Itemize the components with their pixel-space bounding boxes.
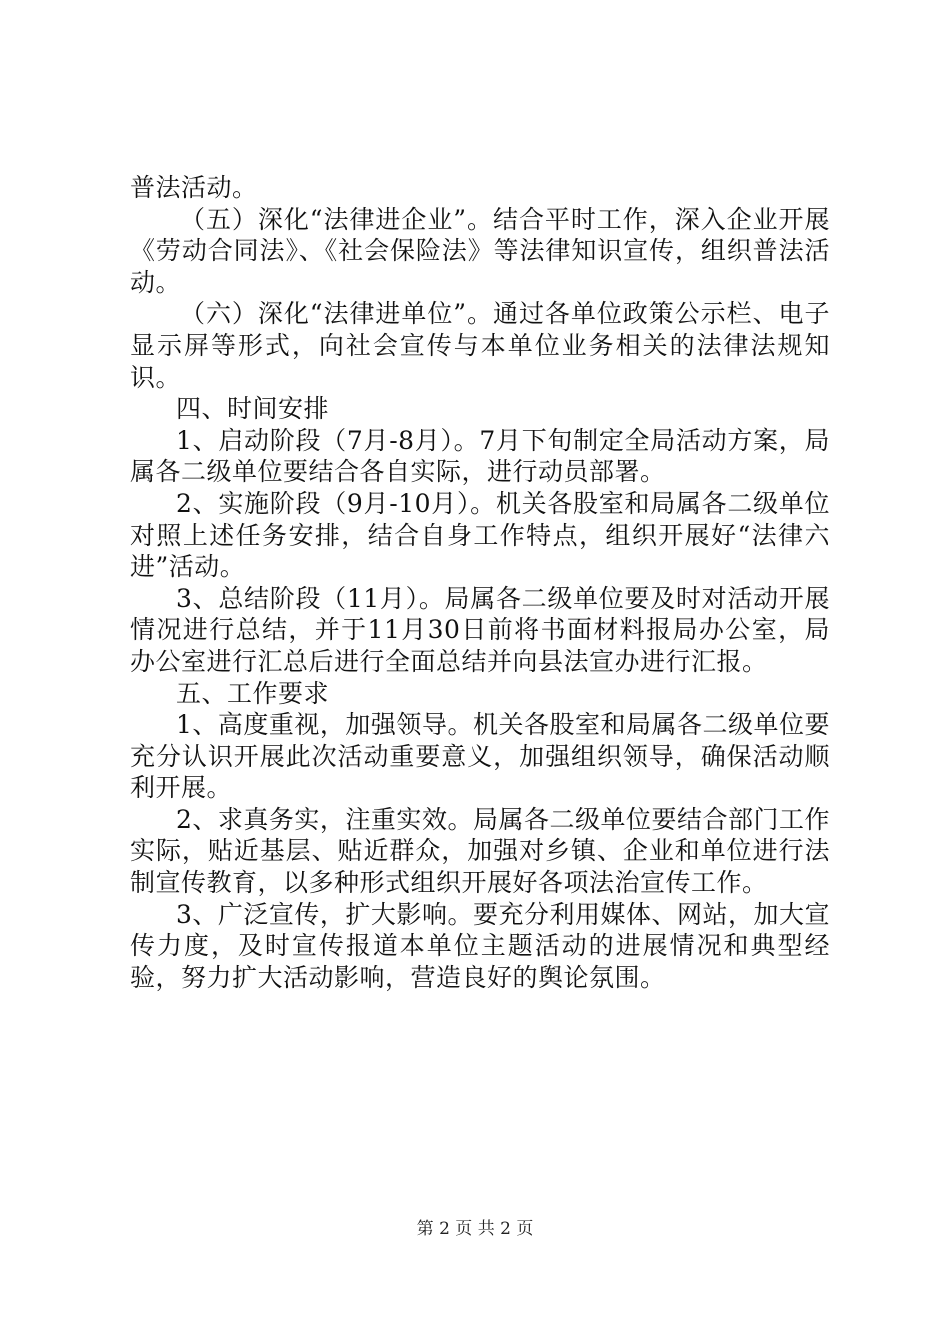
paragraph-requirement-2: 2、求真务实，注重实效。局属各二级单位要结合部门工作实际，贴近基层、贴近群众，加强对乡镇、企业和单位进行法制宣传教育，以多种形式组织开展好各项法治宣传工作。 xyxy=(130,804,830,898)
paragraph-item-5: （五）深化“法律进企业”。结合平时工作，深入企业开展《劳动合同法》、《社会保险法》等法律知识宣传，组织普法活动。 xyxy=(130,204,830,297)
page-footer: 第 2 页 共 2 页 xyxy=(416,1219,534,1239)
document-body xyxy=(130,172,830,993)
paragraph-schedule-1: 1、启动阶段（7月-8月）。7月下旬制定全局活动方案，局属各二级单位要结合各自实际，进行动员部署。 xyxy=(130,425,830,487)
paragraph-schedule-2: 2、实施阶段（9月-10月）。机关各股室和局属各二级单位对照上述任务安排，结合自身工作特点，组织开展好“法律六进”活动。 xyxy=(130,488,830,582)
paragraph-requirement-3: 3、广泛宣传，扩大影响。要充分利用媒体、网站，加大宣传力度，及时宣传报道本单位主题活动的进展情况和典型经验，努力扩大活动影响，营造良好的舆论氛围。 xyxy=(130,899,830,992)
paragraph-item-6: （六）深化“法律进单位”。通过各单位政策公示栏、电子显示屏等形式，向社会宣传与本单位业务相关的法律法规知识。 xyxy=(130,299,830,392)
paragraph-continuation: 普法活动。 xyxy=(130,173,258,202)
section-heading-schedule: 四、时间安排 xyxy=(176,394,330,424)
paragraph-schedule-3: 3、总结阶段（11月）。局属各二级单位要及时对活动开展情况进行总结，并于11月30日前将书面材料报局办公室，局办公室进行汇总后进行全面总结并向县法宣办进行汇报。 xyxy=(130,583,830,676)
paragraph-requirement-1: 1、高度重视，加强领导。机关各股室和局属各二级单位要充分认识开展此次活动重要意义，加强组织领导，确保活动顺利开展。 xyxy=(130,710,830,803)
section-heading-requirements: 五、工作要求 xyxy=(176,678,330,708)
